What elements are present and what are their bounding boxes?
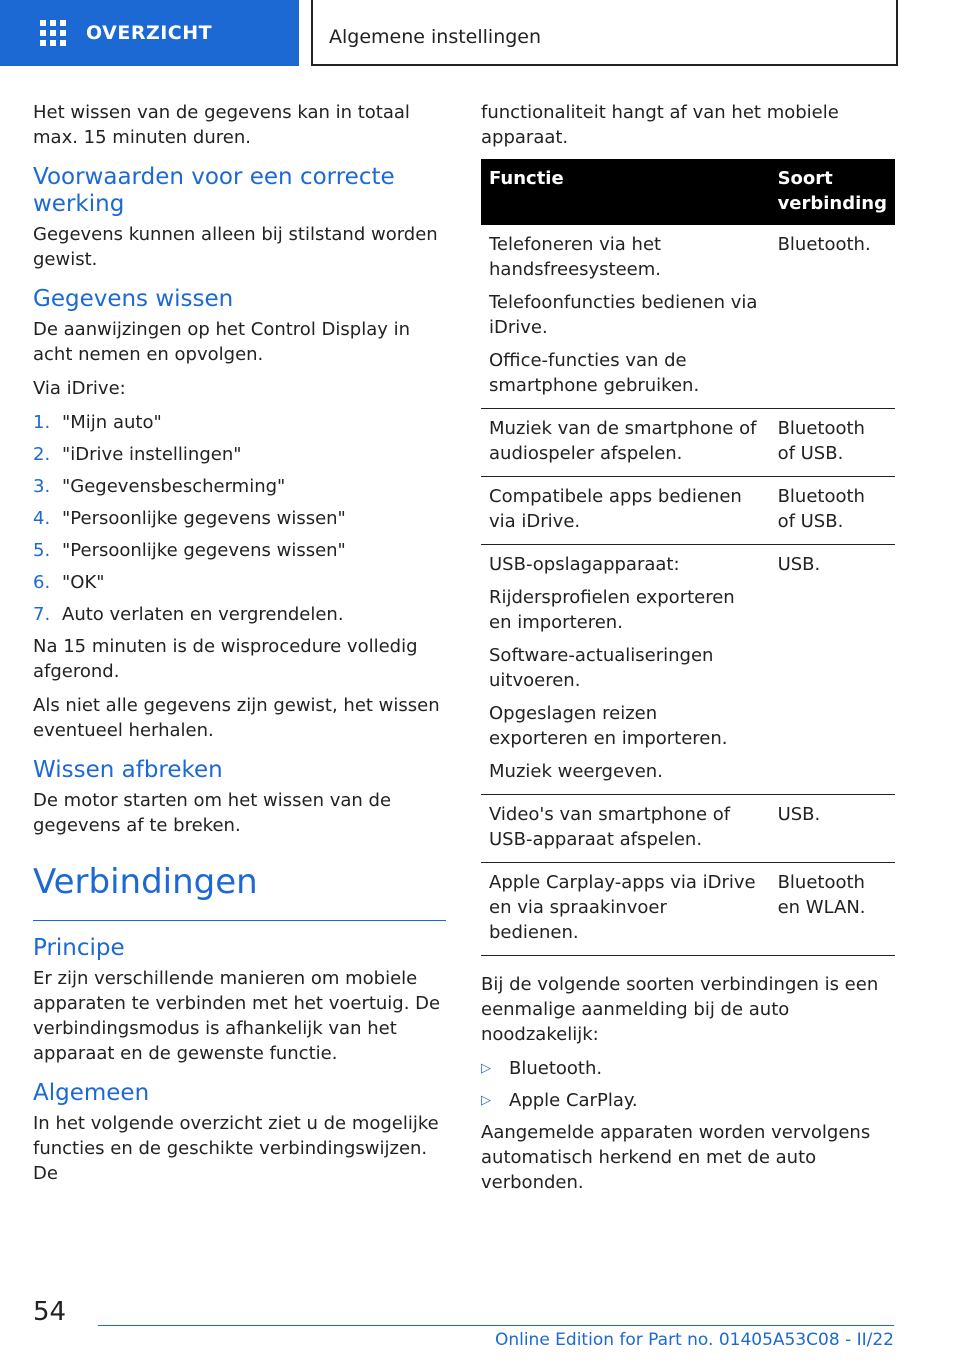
triangle-bullet-icon: ▷ [481,1093,491,1108]
table-row [481,795,895,863]
delete-paragraph: De aanwijzingen op het Control Display in acht nemen en opvolgen. [33,319,411,365]
table-row [481,225,895,409]
grid-menu-icon [40,20,66,46]
function-cell: Video's van smartphone of USB-apparaat afspelen. [481,795,770,863]
connection-cell: Bluetooth of USB. [770,477,895,545]
heading-general: Algemeen [33,1080,150,1106]
column-header-function: Functie [481,159,770,225]
principle-paragraph: Er zijn verschillende manieren om mobiele apparaten te verbinden met het voertuig. De verbindingsmodus is afhankelijk van het apparaat en de gewenste functie. [33,968,441,1064]
section-header [311,0,898,66]
overview-tab[interactable] [0,0,299,66]
list-item: 6. "OK" [33,572,105,593]
after-paragraph-2: Als niet alle gegevens zijn gewist, het wissen eventueel herhalen. [33,695,440,741]
function-cell: Telefoneren via het handsfreesysteem. Telefoonfuncties bedienen via iDrive. Office-functies van de smartphone gebruiken. [481,225,770,409]
connection-cell: Bluetooth en WLAN. [770,863,895,956]
section-title: Algemene instellingen [329,26,542,48]
function-cell: Compatibele apps bedienen via iDrive. [481,477,770,545]
left-column [33,100,446,1195]
intro-paragraph: Het wissen van de gegevens kan in totaal max. 15 minuten duren. [33,102,410,148]
heading-connections: Verbindingen [33,860,446,921]
function-cell: Apple Carplay-apps via iDrive en via spraakinvoer bedienen. [481,863,770,956]
list-item: 2. "iDrive instellingen" [33,444,242,465]
function-table [481,159,895,956]
after-paragraph-1: Na 15 minuten is de wisprocedure volledig afgerond. [33,636,418,682]
triangle-bullet-icon: ▷ [481,1061,491,1076]
closing-paragraph: Aangemelde apparaten worden vervolgens automatisch herkend en met de auto verbonden. [481,1122,871,1193]
footer-edition: Online Edition for Part no. 01405A53C08 - II/22 [494,1330,894,1350]
function-cell: Muziek van de smartphone of audiospeler afspelen. [481,409,770,477]
column-header-connection: Soort verbinding [770,159,895,225]
list-item: 4. "Persoonlijke gegevens wissen" [33,508,346,529]
table-row [481,409,895,477]
list-item: 1. "Mijn auto" [33,412,162,433]
heading-principle: Principe [33,935,125,961]
right-column [481,100,895,1204]
list-item: 7. Auto verlaten en vergrendelen. [33,604,344,625]
connection-cell: Bluetooth of USB. [770,409,895,477]
connection-types-list [481,1056,895,1113]
table-row [481,545,895,795]
table-row [481,477,895,545]
table-header-row [481,159,895,225]
list-item: ▷ Bluetooth. [481,1058,603,1079]
table-row [481,863,895,956]
continued-paragraph: functionaliteit hangt af van het mobiele apparaat. [481,102,839,148]
list-item: ▷ Apple CarPlay. [481,1090,638,1111]
page-number: 54 [33,1297,67,1327]
heading-conditions: Voorwaarden voor een correcte werking [33,164,395,217]
footer-divider [98,1325,894,1326]
connection-cell: Bluetooth. [770,225,895,409]
list-item: 3. "Gegevensbescherming" [33,476,286,497]
connection-cell: USB. [770,545,895,795]
general-paragraph: In het volgende overzicht ziet u de mogelijke functies en de geschikte verbindingswijzen. De [33,1113,439,1184]
connection-cell: USB. [770,795,895,863]
steps-list [33,410,446,627]
via-idrive-label: Via iDrive: [33,378,126,399]
cancel-paragraph: De motor starten om het wissen van de gegevens af te breken. [33,790,392,836]
conditions-paragraph: Gegevens kunnen alleen bij stilstand worden gewist. [33,224,438,270]
heading-delete-data: Gegevens wissen [33,286,234,312]
overview-label: OVERZICHT [86,22,213,44]
heading-cancel: Wissen afbreken [33,757,223,783]
list-item: 5. "Persoonlijke gegevens wissen" [33,540,346,561]
registration-paragraph: Bij de volgende soorten verbindingen is een eenmalige aanmelding bij de auto noodzakelijk: [481,974,879,1045]
function-cell: USB-opslagapparaat: Rijdersprofielen exporteren en importeren. Software-actualiseringen uitvoeren. Opgeslagen reizen exporteren en importeren. Muziek weergeven. [481,545,770,795]
